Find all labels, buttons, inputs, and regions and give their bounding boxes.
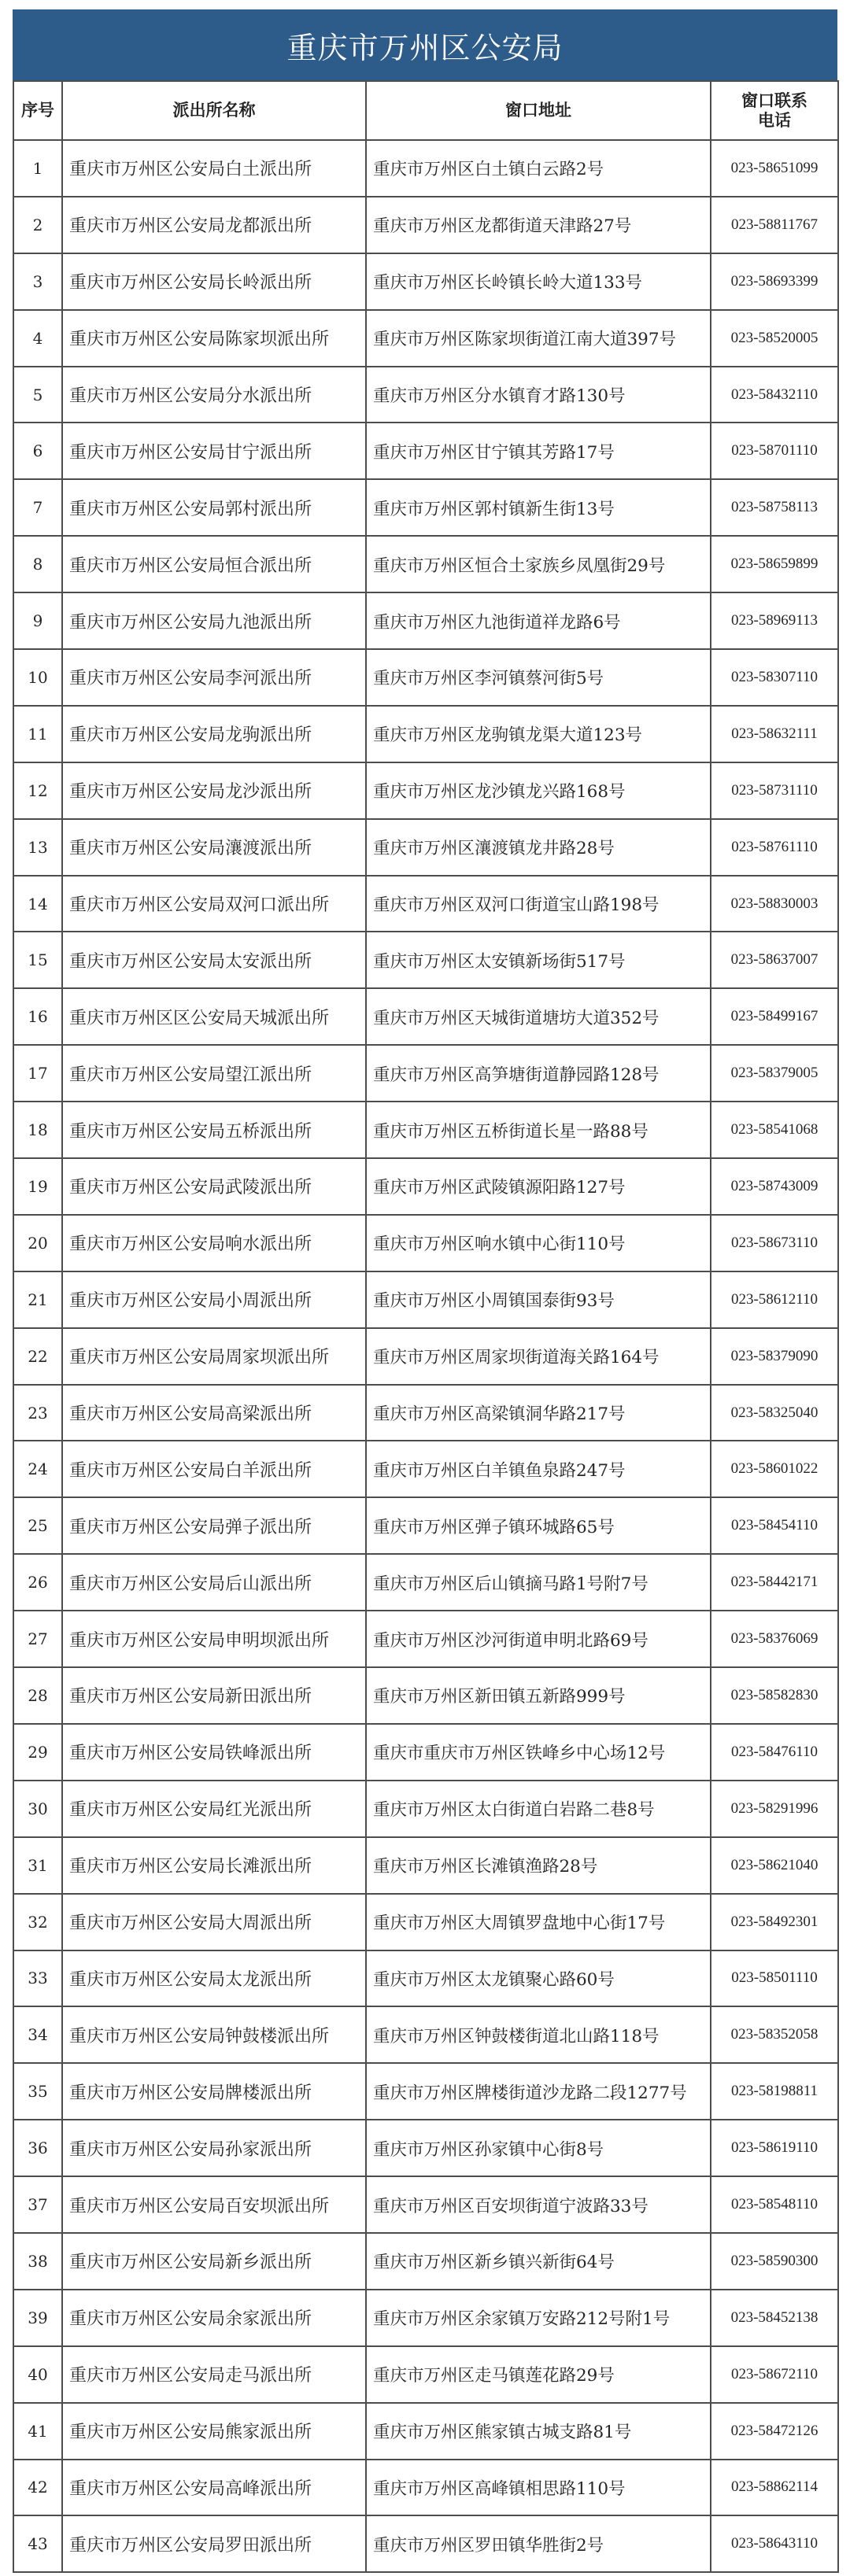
row-address: 重庆市万州区龙沙镇龙兴路168号 xyxy=(366,762,711,819)
row-phone: 023-58612110 xyxy=(711,1271,838,1328)
table-row xyxy=(13,2403,838,2460)
header-index: 序号 xyxy=(13,81,62,140)
table-row xyxy=(13,1837,838,1894)
row-address: 重庆市万州区后山镇摘马路1号附7号 xyxy=(366,1554,711,1611)
table-row xyxy=(13,310,838,367)
row-phone: 023-58659899 xyxy=(711,536,838,592)
row-index: 31 xyxy=(13,1837,62,1894)
table-row xyxy=(13,1441,838,1497)
row-index: 26 xyxy=(13,1554,62,1611)
row-index: 2 xyxy=(13,197,62,253)
row-station-name: 重庆市万州区公安局后山派出所 xyxy=(62,1554,366,1611)
row-index: 19 xyxy=(13,1158,62,1215)
row-address: 重庆市万州区余家镇万安路212号附1号 xyxy=(366,2290,711,2346)
row-address: 重庆市万州区罗田镇华胜街2号 xyxy=(366,2515,711,2572)
row-station-name: 重庆市万州区公安局周家坝派出所 xyxy=(62,1328,366,1385)
row-station-name: 重庆市万州区公安局牌楼派出所 xyxy=(62,2063,366,2120)
row-address: 重庆市万州区大周镇罗盘地中心街17号 xyxy=(366,1894,711,1950)
table-row xyxy=(13,762,838,819)
row-phone: 023-58379090 xyxy=(711,1328,838,1385)
row-address: 重庆市万州区弹子镇环城路65号 xyxy=(366,1497,711,1554)
table-row xyxy=(13,197,838,253)
row-phone: 023-58442171 xyxy=(711,1554,838,1611)
table-row xyxy=(13,1894,838,1950)
row-station-name: 重庆市万州区公安局新田派出所 xyxy=(62,1667,366,1724)
row-address: 重庆市万州区李河镇蔡河街5号 xyxy=(366,649,711,706)
row-phone: 023-58582830 xyxy=(711,1667,838,1724)
row-index: 1 xyxy=(13,140,62,197)
table-row xyxy=(13,2063,838,2120)
row-phone: 023-58601022 xyxy=(711,1441,838,1497)
row-phone: 023-58352058 xyxy=(711,2006,838,2063)
table-header-row xyxy=(13,81,838,140)
table-row xyxy=(13,2120,838,2176)
table-row xyxy=(13,479,838,536)
row-index: 38 xyxy=(13,2233,62,2290)
row-address: 重庆市万州区走马镇莲花路29号 xyxy=(366,2346,711,2403)
table-row xyxy=(13,1667,838,1724)
row-phone: 023-58548110 xyxy=(711,2176,838,2233)
table-row xyxy=(13,1724,838,1781)
table-row xyxy=(13,140,838,197)
row-address: 重庆市万州区牌楼街道沙龙路二段1277号 xyxy=(366,2063,711,2120)
row-phone: 023-58452138 xyxy=(711,2290,838,2346)
table-row xyxy=(13,1045,838,1102)
row-station-name: 重庆市万州区公安局熊家派出所 xyxy=(62,2403,366,2460)
row-address: 重庆市万州区孙家镇中心街8号 xyxy=(366,2120,711,2176)
table-row xyxy=(13,1328,838,1385)
row-phone: 023-58811767 xyxy=(711,197,838,253)
row-address: 重庆市万州区陈家坝街道江南大道397号 xyxy=(366,310,711,367)
row-index: 20 xyxy=(13,1215,62,1271)
table-row xyxy=(13,819,838,876)
row-phone: 023-58379005 xyxy=(711,1045,838,1102)
row-index: 25 xyxy=(13,1497,62,1554)
row-address: 重庆市万州区分水镇育才路130号 xyxy=(366,367,711,423)
row-index: 30 xyxy=(13,1781,62,1837)
row-phone: 023-58472126 xyxy=(711,2403,838,2460)
table-row xyxy=(13,2290,838,2346)
row-phone: 023-58499167 xyxy=(711,988,838,1045)
row-station-name: 重庆市万州区公安局申明坝派出所 xyxy=(62,1611,366,1667)
row-station-name: 重庆市万州区公安局红光派出所 xyxy=(62,1781,366,1837)
row-station-name: 重庆市万州区公安局铁峰派出所 xyxy=(62,1724,366,1781)
row-phone: 023-58643110 xyxy=(711,2515,838,2572)
table-row xyxy=(13,2460,838,2516)
row-phone: 023-58632111 xyxy=(711,706,838,762)
table-row xyxy=(13,2006,838,2063)
row-address: 重庆市万州区百安坝街道宁波路33号 xyxy=(366,2176,711,2233)
row-index: 36 xyxy=(13,2120,62,2176)
row-address: 重庆市万州区太白街道白岩路二巷8号 xyxy=(366,1781,711,1837)
row-index: 5 xyxy=(13,367,62,423)
row-station-name: 重庆市万州区区公安局天城派出所 xyxy=(62,988,366,1045)
row-address: 重庆市万州区恒合土家族乡凤凰街29号 xyxy=(366,536,711,592)
row-address: 重庆市万州区沙河街道申明北路69号 xyxy=(366,1611,711,1667)
row-address: 重庆市万州区白土镇白云路2号 xyxy=(366,140,711,197)
row-index: 22 xyxy=(13,1328,62,1385)
row-station-name: 重庆市万州区公安局新乡派出所 xyxy=(62,2233,366,2290)
table-row xyxy=(13,876,838,932)
row-station-name: 重庆市万州区公安局罗田派出所 xyxy=(62,2515,366,2572)
row-station-name: 重庆市万州区公安局望江派出所 xyxy=(62,1045,366,1102)
row-address: 重庆市万州区小周镇国泰街93号 xyxy=(366,1271,711,1328)
row-phone: 023-58492301 xyxy=(711,1894,838,1950)
row-phone: 023-58731110 xyxy=(711,762,838,819)
row-phone: 023-58701110 xyxy=(711,423,838,479)
row-station-name: 重庆市万州区公安局弹子派出所 xyxy=(62,1497,366,1554)
row-phone: 023-58619110 xyxy=(711,2120,838,2176)
row-station-name: 重庆市万州区公安局李河派出所 xyxy=(62,649,366,706)
row-phone: 023-58325040 xyxy=(711,1385,838,1441)
row-phone: 023-58673110 xyxy=(711,1215,838,1271)
row-phone: 023-58307110 xyxy=(711,649,838,706)
header-phone-line1: 窗口联系 xyxy=(741,90,808,110)
table-row xyxy=(13,2233,838,2290)
row-phone: 023-58376069 xyxy=(711,1611,838,1667)
row-index: 35 xyxy=(13,2063,62,2120)
row-phone: 023-58743009 xyxy=(711,1158,838,1215)
row-station-name: 重庆市万州区公安局恒合派出所 xyxy=(62,536,366,592)
table-row xyxy=(13,1611,838,1667)
table-row xyxy=(13,367,838,423)
row-phone: 023-58758113 xyxy=(711,479,838,536)
row-address: 重庆市万州区武陵镇源阳路127号 xyxy=(366,1158,711,1215)
row-index: 12 xyxy=(13,762,62,819)
row-index: 21 xyxy=(13,1271,62,1328)
row-station-name: 重庆市万州区公安局九池派出所 xyxy=(62,592,366,649)
row-address: 重庆市万州区高梁镇洞华路217号 xyxy=(366,1385,711,1441)
row-index: 43 xyxy=(13,2515,62,2572)
row-index: 24 xyxy=(13,1441,62,1497)
row-index: 37 xyxy=(13,2176,62,2233)
row-address: 重庆市万州区五桥街道长星一路88号 xyxy=(366,1102,711,1158)
table-row xyxy=(13,2176,838,2233)
row-address: 重庆市万州区天城街道塘坊大道352号 xyxy=(366,988,711,1045)
row-station-name: 重庆市万州区公安局白土派出所 xyxy=(62,140,366,197)
row-index: 41 xyxy=(13,2403,62,2460)
row-station-name: 重庆市万州区公安局响水派出所 xyxy=(62,1215,366,1271)
row-station-name: 重庆市万州区公安局瀼渡派出所 xyxy=(62,819,366,876)
row-index: 32 xyxy=(13,1894,62,1950)
row-phone: 023-58651099 xyxy=(711,140,838,197)
table-row xyxy=(13,706,838,762)
row-index: 13 xyxy=(13,819,62,876)
row-address: 重庆市万州区长滩镇渔路28号 xyxy=(366,1837,711,1894)
header-phone xyxy=(711,81,838,140)
row-index: 10 xyxy=(13,649,62,706)
row-address: 重庆市万州区龙驹镇龙渠大道123号 xyxy=(366,706,711,762)
row-phone: 023-58590300 xyxy=(711,2233,838,2290)
row-station-name: 重庆市万州区公安局陈家坝派出所 xyxy=(62,310,366,367)
row-station-name: 重庆市万州区公安局大周派出所 xyxy=(62,1894,366,1950)
row-phone: 023-58291996 xyxy=(711,1781,838,1837)
row-index: 34 xyxy=(13,2006,62,2063)
row-station-name: 重庆市万州区公安局孙家派出所 xyxy=(62,2120,366,2176)
row-phone: 023-58761110 xyxy=(711,819,838,876)
table-row xyxy=(13,1215,838,1271)
table-row xyxy=(13,253,838,310)
header-phone-line2: 电话 xyxy=(758,110,791,130)
table-row xyxy=(13,1497,838,1554)
row-address: 重庆市万州区周家坝街道海关路164号 xyxy=(366,1328,711,1385)
row-address: 重庆市万州区白羊镇鱼泉路247号 xyxy=(366,1441,711,1497)
row-phone: 023-58672110 xyxy=(711,2346,838,2403)
row-address: 重庆市万州区响水镇中心街110号 xyxy=(366,1215,711,1271)
row-station-name: 重庆市万州区公安局甘宁派出所 xyxy=(62,423,366,479)
row-address: 重庆市万州区新乡镇兴新街64号 xyxy=(366,2233,711,2290)
table-row xyxy=(13,2346,838,2403)
row-phone: 023-58520005 xyxy=(711,310,838,367)
row-index: 11 xyxy=(13,706,62,762)
row-index: 39 xyxy=(13,2290,62,2346)
row-station-name: 重庆市万州区公安局武陵派出所 xyxy=(62,1158,366,1215)
row-address: 重庆市万州区九池街道祥龙路6号 xyxy=(366,592,711,649)
row-station-name: 重庆市万州区公安局郭村派出所 xyxy=(62,479,366,536)
row-index: 18 xyxy=(13,1102,62,1158)
row-address: 重庆市万州区太龙镇聚心路60号 xyxy=(366,1950,711,2007)
row-address: 重庆市重庆市万州区铁峰乡中心场12号 xyxy=(366,1724,711,1781)
police-station-table xyxy=(13,80,839,2573)
table-row xyxy=(13,1158,838,1215)
table-body xyxy=(13,140,838,2572)
row-phone: 023-58830003 xyxy=(711,876,838,932)
table-row xyxy=(13,2515,838,2572)
row-address: 重庆市万州区双河口街道宝山路198号 xyxy=(366,876,711,932)
row-index: 23 xyxy=(13,1385,62,1441)
row-index: 6 xyxy=(13,423,62,479)
table-row xyxy=(13,988,838,1045)
row-phone: 023-58862114 xyxy=(711,2460,838,2516)
row-phone: 023-58541068 xyxy=(711,1102,838,1158)
row-address: 重庆市万州区高笋塘街道静园路128号 xyxy=(366,1045,711,1102)
row-station-name: 重庆市万州区公安局高梁派出所 xyxy=(62,1385,366,1441)
row-phone: 023-58501110 xyxy=(711,1950,838,2007)
table-row xyxy=(13,932,838,988)
row-station-name: 重庆市万州区公安局龙驹派出所 xyxy=(62,706,366,762)
row-index: 42 xyxy=(13,2460,62,2516)
row-index: 40 xyxy=(13,2346,62,2403)
row-station-name: 重庆市万州区公安局分水派出所 xyxy=(62,367,366,423)
row-index: 14 xyxy=(13,876,62,932)
table-row xyxy=(13,1781,838,1837)
row-phone: 023-58432110 xyxy=(711,367,838,423)
row-phone: 023-58621040 xyxy=(711,1837,838,1894)
table-row xyxy=(13,592,838,649)
table-row xyxy=(13,1271,838,1328)
row-index: 7 xyxy=(13,479,62,536)
table-row xyxy=(13,649,838,706)
table-row xyxy=(13,1385,838,1441)
row-station-name: 重庆市万州区公安局钟鼓楼派出所 xyxy=(62,2006,366,2063)
row-index: 8 xyxy=(13,536,62,592)
table-row xyxy=(13,536,838,592)
row-station-name: 重庆市万州区公安局高峰派出所 xyxy=(62,2460,366,2516)
row-station-name: 重庆市万州区公安局余家派出所 xyxy=(62,2290,366,2346)
row-address: 重庆市万州区钟鼓楼街道北山路118号 xyxy=(366,2006,711,2063)
row-address: 重庆市万州区甘宁镇其芳路17号 xyxy=(366,423,711,479)
row-phone: 023-58693399 xyxy=(711,253,838,310)
row-index: 33 xyxy=(13,1950,62,2007)
row-address: 重庆市万州区高峰镇相思路110号 xyxy=(366,2460,711,2516)
row-index: 16 xyxy=(13,988,62,1045)
row-station-name: 重庆市万州区公安局走马派出所 xyxy=(62,2346,366,2403)
row-station-name: 重庆市万州区公安局龙沙派出所 xyxy=(62,762,366,819)
row-phone: 023-58454110 xyxy=(711,1497,838,1554)
row-index: 29 xyxy=(13,1724,62,1781)
row-address: 重庆市万州区太安镇新场街517号 xyxy=(366,932,711,988)
row-address: 重庆市万州区熊家镇古城支路81号 xyxy=(366,2403,711,2460)
table-row xyxy=(13,1950,838,2007)
header-address: 窗口地址 xyxy=(366,81,711,140)
row-station-name: 重庆市万州区公安局太安派出所 xyxy=(62,932,366,988)
row-index: 9 xyxy=(13,592,62,649)
row-address: 重庆市万州区瀼渡镇龙井路28号 xyxy=(366,819,711,876)
row-index: 27 xyxy=(13,1611,62,1667)
header-station-name: 派出所名称 xyxy=(62,81,366,140)
row-station-name: 重庆市万州区公安局双河口派出所 xyxy=(62,876,366,932)
row-station-name: 重庆市万州区公安局太龙派出所 xyxy=(62,1950,366,2007)
row-station-name: 重庆市万州区公安局长滩派出所 xyxy=(62,1837,366,1894)
row-index: 3 xyxy=(13,253,62,310)
row-phone: 023-58476110 xyxy=(711,1724,838,1781)
row-address: 重庆市万州区长岭镇长岭大道133号 xyxy=(366,253,711,310)
document-title: 重庆市万州区公安局 xyxy=(13,9,837,80)
row-station-name: 重庆市万州区公安局小周派出所 xyxy=(62,1271,366,1328)
row-phone: 023-58969113 xyxy=(711,592,838,649)
table-row xyxy=(13,1102,838,1158)
table-row xyxy=(13,1554,838,1611)
row-address: 重庆市万州区郭村镇新生街13号 xyxy=(366,479,711,536)
row-station-name: 重庆市万州区公安局五桥派出所 xyxy=(62,1102,366,1158)
row-phone: 023-58637007 xyxy=(711,932,838,988)
row-index: 28 xyxy=(13,1667,62,1724)
row-station-name: 重庆市万州区公安局长岭派出所 xyxy=(62,253,366,310)
row-phone: 023-58198811 xyxy=(711,2063,838,2120)
row-address: 重庆市万州区新田镇五新路999号 xyxy=(366,1667,711,1724)
row-address: 重庆市万州区龙都街道天津路27号 xyxy=(366,197,711,253)
table-row xyxy=(13,423,838,479)
row-station-name: 重庆市万州区公安局百安坝派出所 xyxy=(62,2176,366,2233)
row-index: 15 xyxy=(13,932,62,988)
row-index: 17 xyxy=(13,1045,62,1102)
row-station-name: 重庆市万州区公安局龙都派出所 xyxy=(62,197,366,253)
row-station-name: 重庆市万州区公安局白羊派出所 xyxy=(62,1441,366,1497)
row-index: 4 xyxy=(13,310,62,367)
